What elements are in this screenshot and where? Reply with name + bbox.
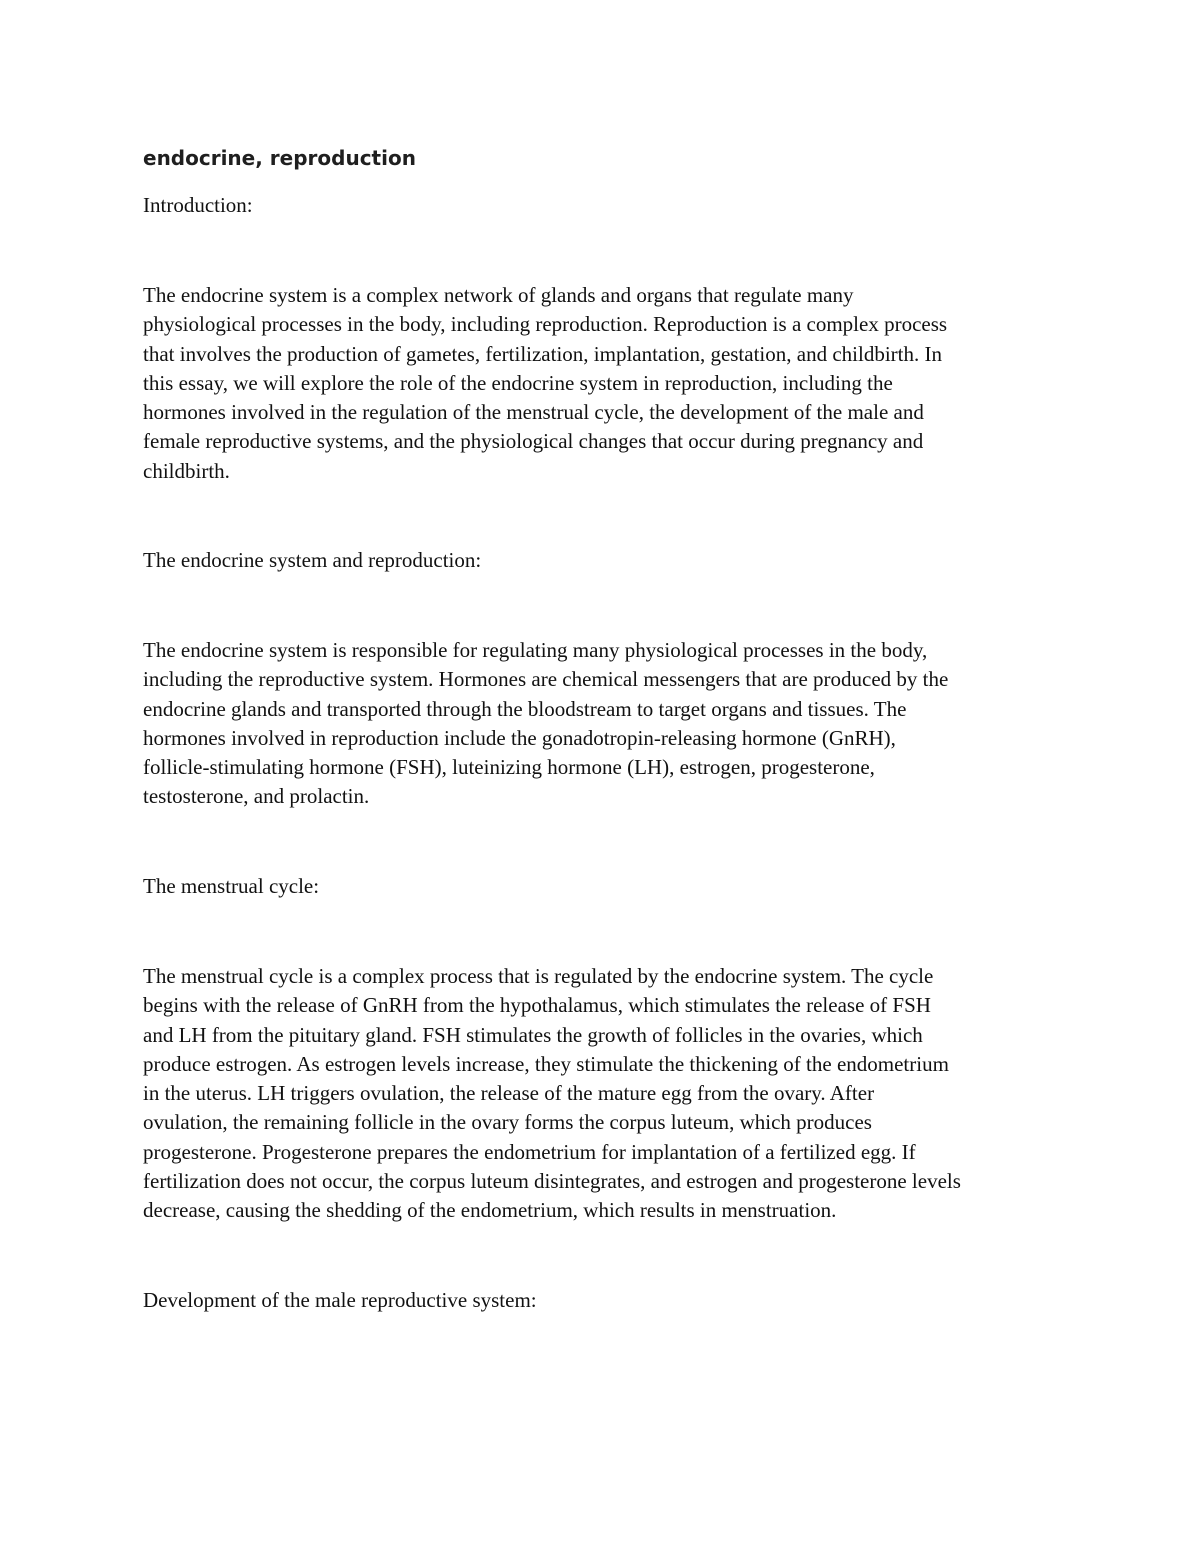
- section-heading-menstrual-cycle: The menstrual cycle:: [143, 874, 320, 898]
- section-heading-endocrine-reproduction: The endocrine system and reproduction:: [143, 548, 482, 572]
- text-line: and LH from the pituitary gland. FSH stimulates the growth of follicles in the ovaries, which: [143, 1022, 923, 1047]
- text-line: begins with the release of GnRH from the hypothalamus, which stimulates the release of FSH: [143, 993, 931, 1018]
- text-line: hormones involved in reproduction include the gonadotropin-releasing hormone (GnRH),: [143, 725, 896, 750]
- text-line: hormones involved in the regulation of the menstrual cycle, the development of the male and: [143, 400, 924, 425]
- text-line: ovulation, the remaining follicle in the ovary forms the corpus luteum, which produces: [143, 1110, 872, 1135]
- text-line: testosterone, and prolactin.: [143, 784, 370, 809]
- section-heading-introduction: Introduction:: [143, 193, 253, 217]
- text-line: The endocrine system is a complex network of glands and organs that regulate many: [143, 283, 854, 307]
- paragraph-menstrual-cycle: [143, 962, 1073, 1226]
- text-line: The menstrual cycle is a complex process that is regulated by the endocrine system. The cycle: [143, 964, 934, 988]
- text-line: The endocrine system is responsible for regulating many physiological processes in the body,: [143, 638, 928, 662]
- paragraph-introduction: [143, 281, 1073, 486]
- text-line: progesterone. Progesterone prepares the endometrium for implantation of a fertilized egg. If: [143, 1139, 916, 1164]
- text-line: childbirth.: [143, 458, 230, 483]
- text-line: physiological processes in the body, including reproduction. Reproduction is a complex process: [143, 312, 948, 337]
- text-line: female reproductive systems, and the physiological changes that occur during pregnancy and: [143, 429, 924, 454]
- text-line: follicle-stimulating hormone (FSH), luteinizing hormone (LH), estrogen, progesterone,: [143, 755, 875, 780]
- text-line: produce estrogen. As estrogen levels increase, they stimulate the thickening of the endometrium: [143, 1051, 949, 1076]
- document-title: endocrine, reproduction: [143, 146, 416, 170]
- text-line: this essay, we will explore the role of the endocrine system in reproduction, including the: [143, 370, 893, 395]
- text-line: that involves the production of gametes, fertilization, implantation, gestation, and childbirth. In: [143, 341, 942, 366]
- section-heading-male-reproductive-development: Development of the male reproductive system:: [143, 1288, 537, 1312]
- text-line: fertilization does not occur, the corpus luteum disintegrates, and estrogen and progesterone levels: [143, 1169, 961, 1194]
- text-line: in the uterus. LH triggers ovulation, the release of the mature egg from the ovary. After: [143, 1081, 875, 1106]
- text-line: decrease, causing the shedding of the endometrium, which results in menstruation.: [143, 1198, 837, 1223]
- paragraph-endocrine-reproduction: [143, 636, 1073, 812]
- text-line: endocrine glands and transported through the bloodstream to target organs and tissues. The: [143, 696, 907, 721]
- text-line: including the reproductive system. Hormones are chemical messengers that are produced by the: [143, 667, 949, 692]
